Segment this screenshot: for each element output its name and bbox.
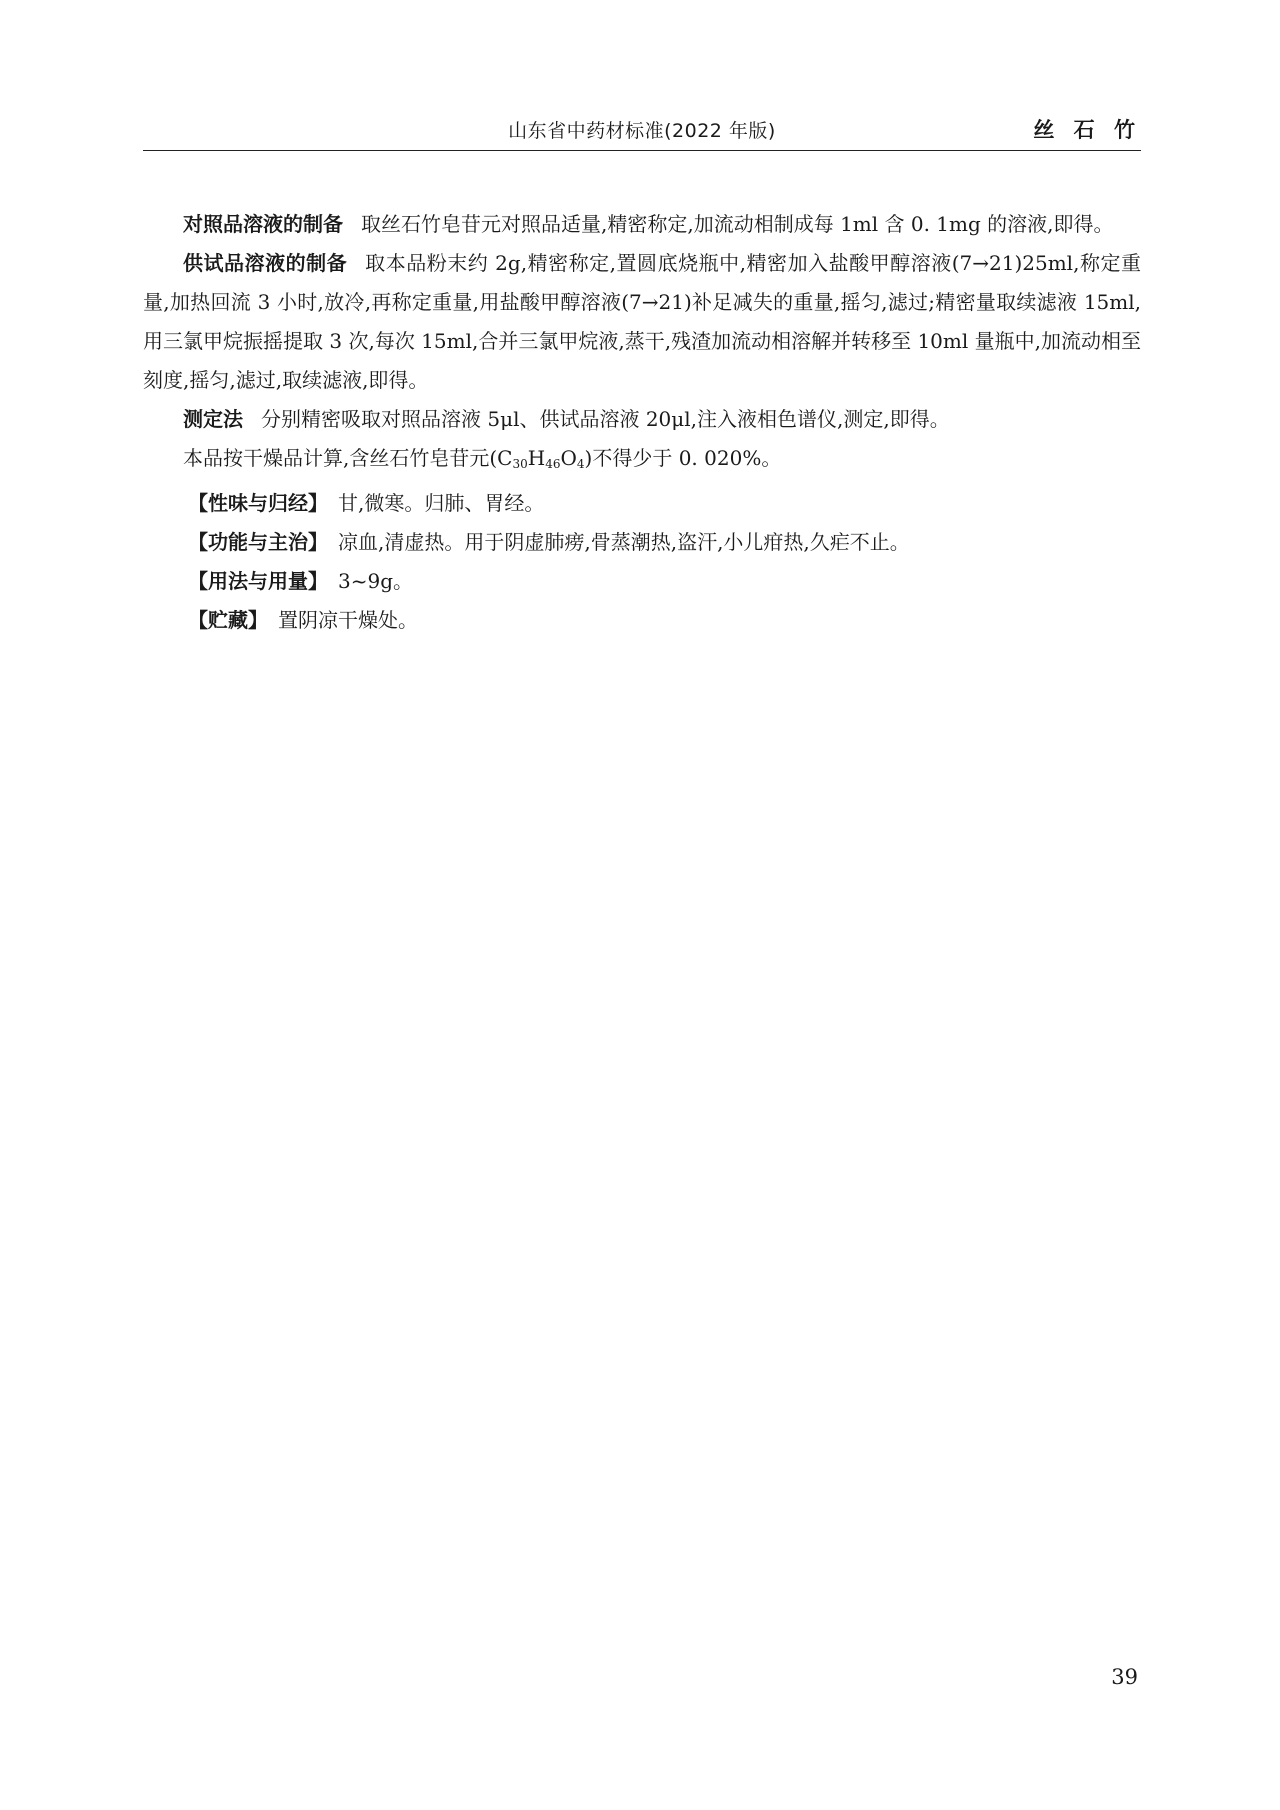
reference-solution-term: 对照品溶液的制备 bbox=[183, 212, 343, 236]
usage-dosage-text: 3~9g。 bbox=[338, 569, 414, 593]
test-solution-term: 供试品溶液的制备 bbox=[183, 251, 348, 275]
nature-meridian-term: 【性味与归经】 bbox=[188, 491, 328, 515]
assay-text: 分别精密吸取对照品溶液 5μl、供试品溶液 20μl,注入液相色谱仪,测定,即得。 bbox=[261, 407, 950, 431]
content-limit-paragraph bbox=[143, 439, 1141, 484]
page-header bbox=[143, 110, 1141, 151]
formula-h-sub: 46 bbox=[545, 457, 561, 471]
formula-c-sub: 30 bbox=[512, 457, 528, 471]
formula-h: H bbox=[527, 446, 546, 470]
usage-dosage-section bbox=[143, 562, 1141, 601]
formula-o-sub: 4 bbox=[576, 457, 585, 471]
assay-paragraph bbox=[143, 400, 1141, 439]
reference-solution-text: 取丝石竹皂苷元对照品适量,精密称定,加流动相制成每 1ml 含 0. 1mg 的溶液,即得。 bbox=[361, 212, 1114, 236]
function-indication-section bbox=[143, 523, 1141, 562]
page-number: 39 bbox=[1111, 1665, 1138, 1689]
content-limit-prefix: 本品按干燥品计算,含丝石竹皂苷元( bbox=[183, 446, 498, 470]
book-title: 山东省中药材标准(2022 年版) bbox=[508, 120, 776, 142]
storage-term: 【贮藏】 bbox=[188, 608, 268, 632]
formula-c: C bbox=[497, 446, 513, 470]
storage-text: 置阴凉干燥处。 bbox=[278, 608, 418, 632]
function-indication-text: 凉血,清虚热。用于阴虚肺痨,骨蒸潮热,盗汗,小儿疳热,久疟不止。 bbox=[338, 530, 910, 554]
formula-o: O bbox=[560, 446, 577, 470]
test-solution-text: 取本品粉末约 2g,精密称定,置圆底烧瓶中,精密加入盐酸甲醇溶液(7→21)25ml,称定重量,加热回流 3 小时,放冷,再称定重量,用盐酸甲醇溶液(7→21)补足减失的重量,摇匀,滤过;精密量取续滤液 15ml,用三氯甲烷振摇提取 3 次,每次 15ml,合并三氯甲烷液,蒸干,残渣加流动相溶解并转移至 10ml 量瓶中,加流动相至刻度,摇匀,滤过,取续滤液,即得。 bbox=[143, 251, 1142, 392]
storage-section bbox=[143, 601, 1141, 640]
usage-dosage-term: 【用法与用量】 bbox=[188, 569, 328, 593]
function-indication-term: 【功能与主治】 bbox=[188, 530, 328, 554]
running-title: 丝 石 竹 bbox=[1033, 118, 1141, 142]
assay-term: 测定法 bbox=[183, 407, 243, 431]
page-content bbox=[143, 205, 1141, 640]
reference-solution-paragraph bbox=[143, 205, 1141, 244]
content-limit-suffix: )不得少于 0. 020%。 bbox=[584, 446, 782, 470]
test-solution-paragraph bbox=[143, 244, 1141, 400]
nature-meridian-text: 甘,微寒。归肺、胃经。 bbox=[338, 491, 545, 515]
nature-meridian-section bbox=[143, 484, 1141, 523]
